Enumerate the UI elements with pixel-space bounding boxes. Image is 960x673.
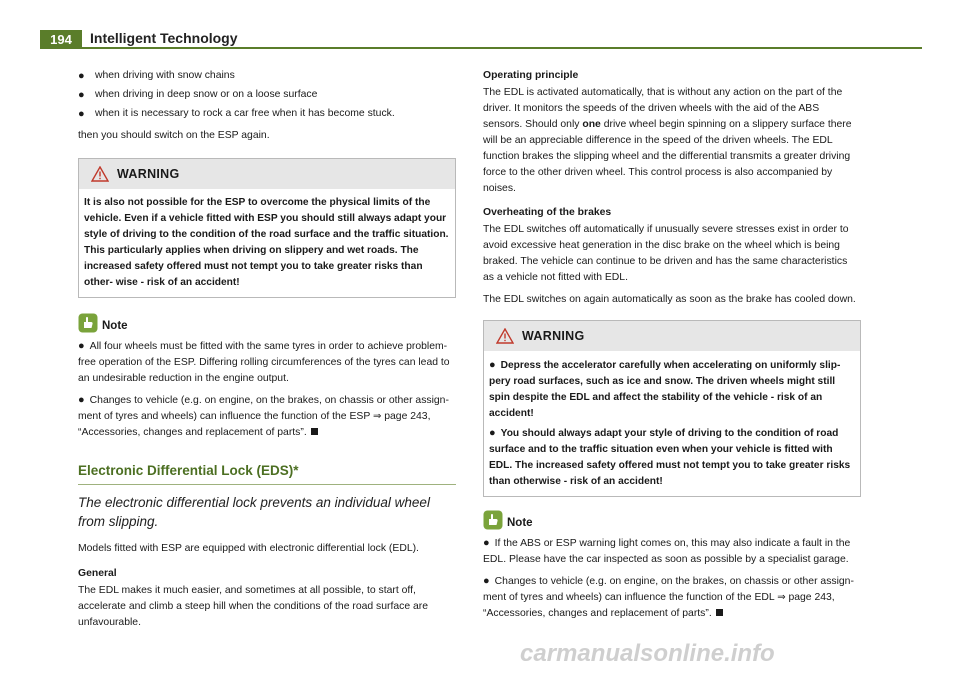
warning-header [79,159,455,189]
warning-triangle-icon [496,328,514,344]
list-item: ● Changes to vehicle (e.g. on engine, on the brakes, on chassis or other assign- ment of tyres and wheels) can influence the function of the EDL ⇒ page 243, “Accessories, changes and replacement of parts”. [483,575,854,619]
list-item: ● You should always adapt your style of driving to the condition of road surface and to the traffic situation even when your vehicle is fitted with EDL. The increased safety offered must not tempt you to take greater risks than otherwise - risk of an accident! [489,427,851,487]
list-item: ● when driving with snow chains [78,70,235,82]
paragraph: The EDL makes it much easier, and sometimes at all possible, to start off, accelerate and climb a steep hill when the conditions of the road surface are unfavourable. [78,585,429,628]
bullet-icon: ● [489,359,496,371]
warning-label: WARNING [117,167,180,181]
paragraph: The EDL switches on again automatically as soon as the brake has cooled down. [483,294,856,305]
warning-label: WARNING [522,329,585,343]
end-square-icon [716,609,723,616]
bullet-icon: ● [78,394,85,406]
note-label: Note [102,320,128,332]
bullet-icon: ● [489,427,496,439]
list-item: ● when it is necessary to rock a car free when it has become stuck. [78,108,395,120]
warning-text: It is also not possible for the ESP to overcome the physical limits of the vehicle. Even if a vehicle fitted with ESP you should still always adapt your style of driving to the condition of the road surface and the traffic situation. This particularly applies when driving on slippery and wet roads. The increased safety offered must not tempt you to take greater risks than other- wise - risk of an accident! [84,197,449,288]
paragraph: The EDL is activated automatically, that is without any action on the part of the driver. It monitors the speeds of the driven wheels with the aid of the ABS sensors. Should only one drive wheel begin spinning on a slippery surface there will be an appreciable difference in the speed of the driven wheels. The EDL function brakes the slipping wheel and the differential transmits a greater driving force to the other driven wheel. This control process is also accompanied by noises. [483,87,852,194]
note-hand-icon [483,510,503,530]
end-square-icon [311,428,318,435]
list-item: ● If the ABS or ESP warning light comes on, this may also indicate a fault in the EDL. Please have the car inspected as soon as possible by a specialist garage. [483,537,851,565]
bullet-icon: ● [78,108,85,120]
note-header [78,312,456,334]
list-item: ● All four wheels must be fitted with the same tyres in order to achieve problem-free operation of the ESP. Differing rolling circumferences of the tyres can lead to an undesirable reduction in the engine output. [78,340,450,384]
warning-text [484,351,860,496]
bullet-icon: ● [78,89,85,101]
page-header [0,0,960,50]
paragraph: The EDL switches off automatically if unusually severe stresses exist in order to avoid excessive heat generation in the disc brake on the wheel which is being braked. The vehicle can continue to be driven and has the same characteristics as a vehicle not fitted with EDL. [483,224,849,283]
page-reference-link[interactable]: page 243, “Accessories, changes and replacement of parts”. [483,592,835,619]
section-divider [78,484,456,485]
list-item: ● when driving in deep snow or on a loose surface [78,89,318,101]
section-lede: The electronic differential lock prevents an individual wheel from slipping. [78,495,430,529]
paragraph: Models fitted with ESP are equipped with electronic differential lock (EDL). [78,543,419,554]
paragraph: then you should switch on the ESP again. [78,130,270,141]
warning-box [78,158,456,298]
warning-header [484,321,860,351]
watermark: carmanualsonline.info [520,640,775,667]
right-column [483,68,861,627]
bullet-icon: ● [483,575,490,587]
bullet-icon: ● [78,70,85,82]
section-title: Electronic Differential Lock (EDS)* [78,463,299,478]
list-item: ● Changes to vehicle (e.g. on engine, on the brakes, on chassis or other assign- ment of tyres and wheels) can influence the function of the ESP ⇒ page 243, “Accessories, changes and replacement of parts”. [78,394,449,438]
warning-triangle-icon [91,166,109,182]
page-number: 194 [40,30,82,49]
header-divider [82,47,922,49]
page-reference-link[interactable]: page 243, “Accessories, changes and replacement of parts”. [78,411,431,438]
arrow-icon: ⇒ [777,592,786,603]
note-label: Note [507,517,533,529]
subheading: Operating principle [483,70,579,81]
warning-box [483,320,861,497]
note-header [483,509,861,531]
chapter-title: Intelligent Technology [90,30,238,46]
subheading: General [78,568,117,579]
arrow-icon: ⇒ [372,411,382,422]
bullet-icon: ● [483,537,490,549]
bullet-icon: ● [78,340,85,352]
emphasis: one [582,119,601,130]
list-item: ● Depress the accelerator carefully when accelerating on uniformly slip- pery road surfaces, such as ice and snow. The driven wheels might still spin despite the EDL and affect the stability of the vehicle - risk of an accident! [489,359,841,419]
subheading: Overheating of the brakes [483,207,612,218]
note-hand-icon [78,313,98,333]
left-column [78,68,456,637]
